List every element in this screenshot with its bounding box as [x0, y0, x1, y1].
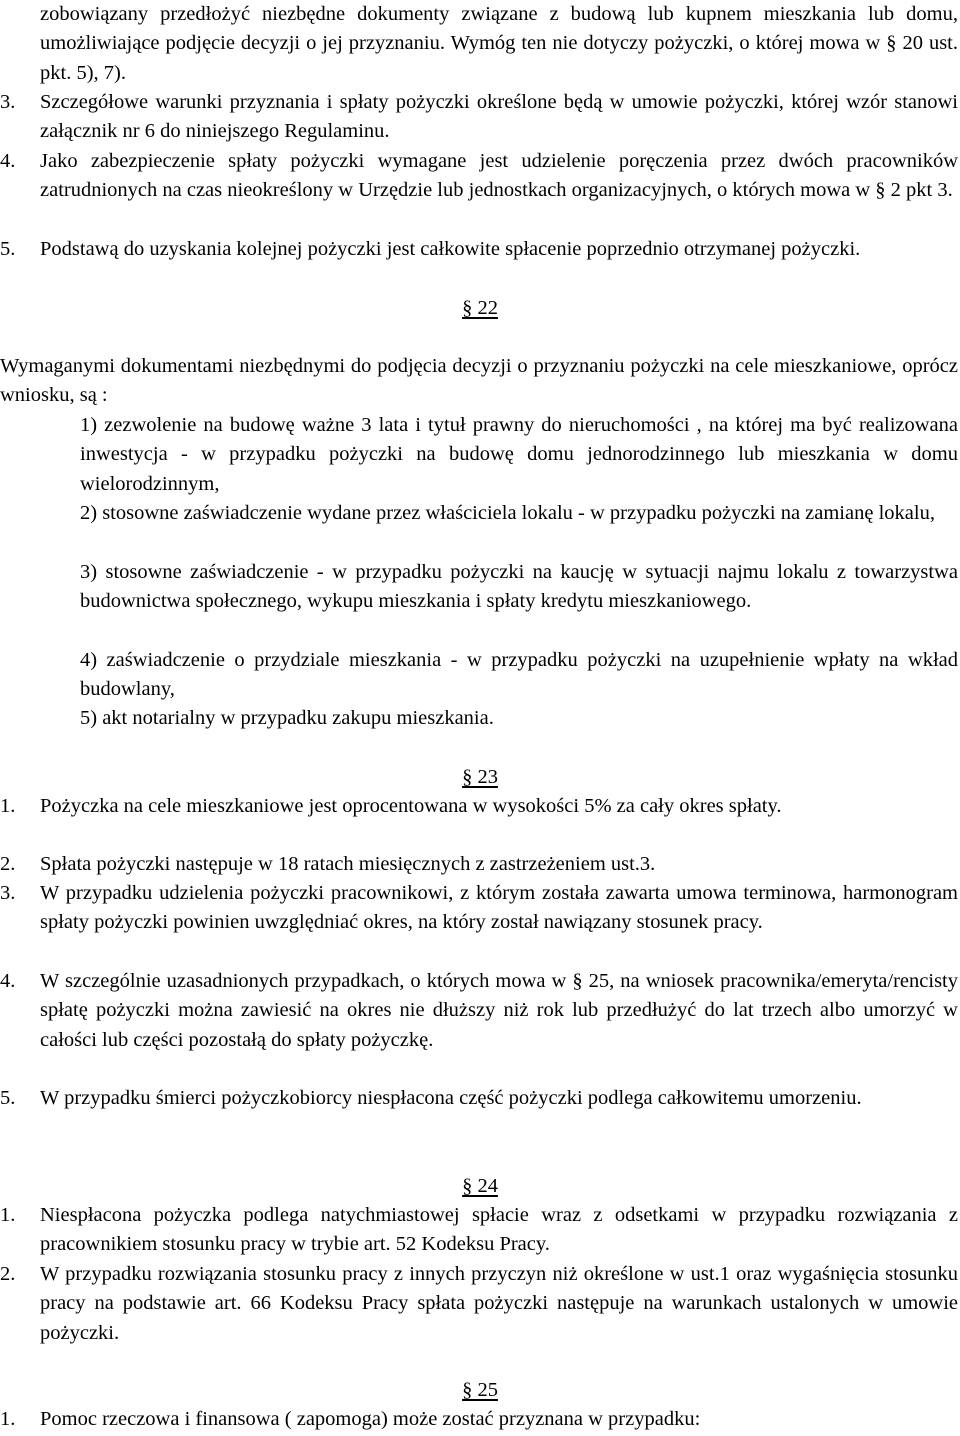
item-text: Pożyczka na cele mieszkaniowe jest oprocentowana w wysokości 5% za cały okres spłaty.	[40, 795, 782, 817]
document-list-item: 1) zezwolenie na budowę ważne 3 lata i tytuł prawny do nieruchomości , na której ma być realizowana inwestycja - w przypadku pożyczki na budowę domu jednorodzinnego lub mieszkania w domu wielorodzinnym,	[80, 414, 958, 495]
item-number: 4.	[0, 150, 16, 172]
item-number: 3.	[0, 91, 16, 113]
item-text: Jako zabezpieczenie spłaty pożyczki wymagane jest udzielenie poręczenia przez dwóch pracowników zatrudnionych na czas nieokreślony w Urzędzie lub jednostkach organizacyjnych, o których mowa w § 2 pkt 3.	[40, 150, 958, 202]
section-heading-22	[0, 294, 960, 323]
item-number: 5.	[0, 238, 16, 260]
section-heading-text: § 23	[462, 766, 498, 788]
item-number: 1.	[0, 1204, 16, 1226]
item-text: Niespłacona pożyczka podlega natychmiastowej spłacie wraz z odsetkami w przypadku rozwiązania z pracownikiem stosunku pracy w trybie art. 52 Kodeksu Pracy.	[40, 1204, 958, 1256]
section-heading-text: § 22	[462, 297, 498, 319]
section-heading-23	[0, 763, 960, 792]
section-heading-25	[0, 1376, 960, 1405]
item-number: 4.	[0, 970, 16, 992]
section-heading-24	[0, 1172, 960, 1201]
item-text: Spłata pożyczki następuje w 18 ratach miesięcznych z zastrzeżeniem ust.3.	[40, 853, 656, 875]
document-list-item: 2) stosowne zaświadczenie wydane przez właściciela lokalu - w przypadku pożyczki na zamianę lokalu,	[80, 502, 935, 524]
section-22-intro: Wymaganymi dokumentami niezbędnymi do podjęcia decyzji o przyznaniu pożyczki na cele mieszkaniowe, oprócz wniosku, są :	[0, 355, 958, 407]
section-heading-text: § 25	[462, 1379, 498, 1401]
item-text: Szczegółowe warunki przyznania i spłaty pożyczki określone będą w umowie pożyczki, której wzór stanowi załącznik nr 6 do niniejszego Regulaminu.	[40, 91, 958, 143]
document-list-item: 4) zaświadczenie o przydziale mieszkania - w przypadku pożyczki na uzupełnienie wpłaty na wkład budowlany,	[80, 649, 958, 701]
item-number: 3.	[0, 882, 16, 904]
item-number: 1.	[0, 795, 16, 817]
document-list-item: 3) stosowne zaświadczenie - w przypadku pożyczki na kaucję w sytuacji najmu lokalu z towarzystwa budownictwa społecznego, wykupu mieszkania i spłaty kredytu mieszkaniowego.	[80, 561, 958, 613]
item-text: Podstawą do uzyskania kolejnej pożyczki jest całkowite spłacenie poprzednio otrzymanej pożyczki.	[40, 238, 861, 260]
paragraph-text: zobowiązany przedłożyć niezbędne dokumenty związane z budową lub kupnem mieszkania lub domu, umożliwiające podjęcie decyzji o jej przyznaniu. Wymóg ten nie dotyczy pożyczki, o której mowa w § 20 ust. pkt. 5), 7).	[40, 3, 958, 84]
item-number: 2.	[0, 1263, 16, 1285]
item-text: W przypadku rozwiązania stosunku pracy z innych przyczyn niż określone w ust.1 oraz wygaśnięcia stosunku pracy na podstawie art. 66 Kodeksu Pracy spłata pożyczki następuje na warunkach ustalonych w umowie pożyczki.	[40, 1263, 958, 1344]
document-list-item: 5) akt notarialny w przypadku zakupu mieszkania.	[80, 707, 494, 729]
section-heading-text: § 24	[462, 1175, 498, 1197]
item-number: 5.	[0, 1087, 16, 1109]
item-text: W przypadku śmierci pożyczkobiorcy niespłacona część pożyczki podlega całkowitemu umorzeniu.	[40, 1087, 862, 1109]
item-number: 1.	[0, 1408, 16, 1430]
item-text: W szczególnie uzasadnionych przypadkach, o których mowa w § 25, na wniosek pracownika/emeryta/rencisty spłatę pożyczki można zawiesić na okres nie dłuższy niż rok lub przedłużyć do lat trzech albo umorzyć w całości lub części pozostałą do spłaty pożyczkę.	[40, 970, 958, 1051]
item-text: Pomoc rzeczowa i finansowa ( zapomoga) może zostać przyznana w przypadku:	[40, 1408, 701, 1430]
item-number: 2.	[0, 853, 16, 875]
item-text: W przypadku udzielenia pożyczki pracownikowi, z którym została zawarta umowa terminowa, harmonogram spłaty pożyczki powinien uwzględniać okres, na który został nawiązany stosunek pracy.	[40, 882, 958, 934]
